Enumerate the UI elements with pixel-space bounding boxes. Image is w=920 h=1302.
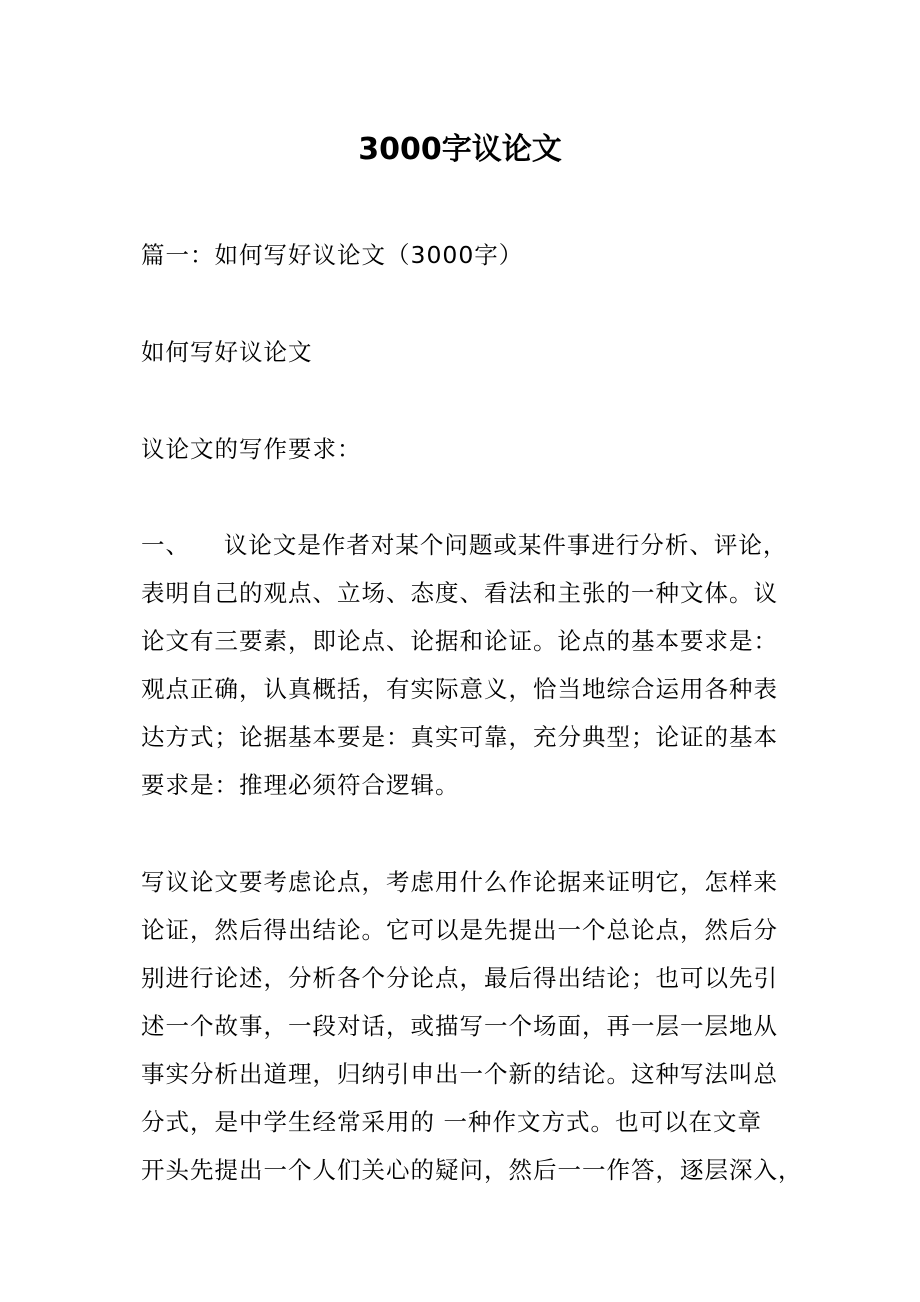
paragraph-line: 别进行论述，分析各个分论点，最后得出结论；也可以先引 xyxy=(141,964,778,992)
paragraph-line: 开头先提出一个人们关心的疑问，然后一一作答，逐层深入， xyxy=(141,1156,803,1184)
paragraph-line: 达方式；论据基本要是：真实可靠，充分典型；论证的基本 xyxy=(141,723,778,751)
paragraph-line: 要求是：推理必须符合逻辑。 xyxy=(141,771,460,799)
paragraph-line: 一、 议论文是作者对某个问题或某件事进行分析、评论， xyxy=(141,531,788,559)
paragraph-line: 事实分析出道理，归纳引申出一个新的结论。这种写法叫总 xyxy=(141,1060,778,1088)
paragraph-line: 写议论文要考虑论点，考虑用什么作论据来证明它，怎样来 xyxy=(141,868,778,896)
paragraph-line: 论文有三要素，即论点、论据和论证。论点的基本要求是： xyxy=(141,627,778,655)
paragraph-line: 观点正确，认真概括，有实际意义，恰当地综合运用各种表 xyxy=(141,675,778,703)
document-title: 3000字议论文 xyxy=(358,132,562,167)
subtitle: 如何写好议论文 xyxy=(141,338,313,366)
paragraph-line: 表明自己的观点、立场、态度、看法和主张的一种文体。议 xyxy=(141,579,778,607)
section-heading: 篇一：如何写好议论文（3000字） xyxy=(141,241,524,269)
paragraph-line: 分式，是中学生经常采用的 一种作文方式。也可以在文章 xyxy=(141,1108,762,1136)
requirements-label: 议论文的写作要求： xyxy=(141,435,362,463)
paragraph-line: 论证，然后得出结论。它可以是先提出一个总论点，然后分 xyxy=(141,916,778,944)
paragraph-line: 述一个故事，一段对话，或描写一个场面，再一层一层地从 xyxy=(141,1012,778,1040)
